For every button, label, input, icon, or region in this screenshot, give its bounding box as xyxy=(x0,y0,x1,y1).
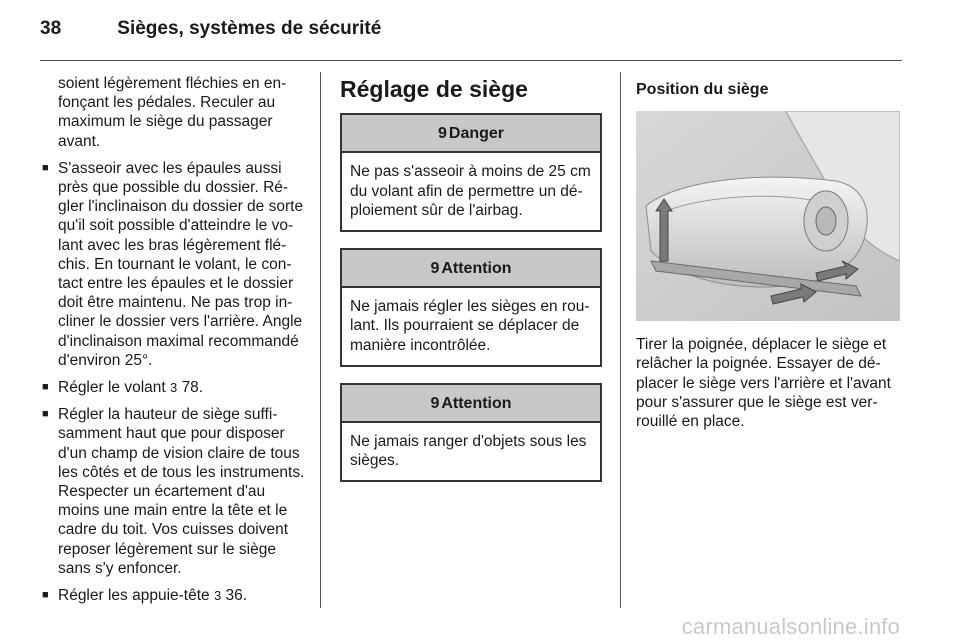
column-right xyxy=(636,74,902,431)
watermark: carmanualsonline.info xyxy=(681,614,900,639)
attention-box xyxy=(340,383,602,483)
page-number: 38 xyxy=(40,18,62,39)
column-divider-2 xyxy=(620,72,621,608)
list-item-text: S'asseoir avec les épaules aussi près que possible du dossier. Ré-gler l'inclinaison du dossier de sorte qu'il soit possible d'atteindre le vo-lant avec les bras légèrement flé-chis. En tournant le volant, le con-tact entre les épaules et le dossier doit être maintenu. Ne pas trop in-cliner le dossier vers l'arrière. Angle d'inclinaison maximal recommandé d'environ 25°. xyxy=(58,159,304,369)
list-item-text: Régler la hauteur de siège suffi-samment haut que pour disposer d'un champ de vision claire de tous les côtés et de tous les instruments. Respecter un écartement d'au moins une main entre la tête et le cadre du toit. Vos cuisses doivent reposer légèrement sur le siège sans s'y enfoncer. xyxy=(58,406,305,577)
box-text: Ne jamais ranger d'objets sous les sièges. xyxy=(350,433,587,470)
page-title: Sièges, systèmes de sécurité xyxy=(117,18,382,39)
bullet-icon: ■ xyxy=(42,589,49,602)
list-item-text: Régler les appuie-tête xyxy=(58,587,210,605)
bullet-icon: ■ xyxy=(42,408,49,421)
intro-paragraph: soient légèrement fléchies en en-fonçant les pédales. Reculer au maximum le siège du passager avant. xyxy=(58,75,287,150)
bullet-icon: ■ xyxy=(42,161,49,174)
column-middle xyxy=(340,74,602,498)
header-rule xyxy=(40,60,902,61)
page-header xyxy=(40,18,381,40)
section-title: Réglage de siège xyxy=(340,76,528,102)
box-label: Danger xyxy=(448,125,505,143)
box-text: Ne pas s'asseoir à moins de 25 cm du volant afin de permettre un dé-ploiement sûr de l'airbag. xyxy=(350,163,591,219)
bullet-icon: ■ xyxy=(42,381,49,394)
box-header xyxy=(342,385,600,423)
instruction-text: Tirer la poignée, déplacer le siège et relâcher la poignée. Essayer de dé-placer le siège vers l'arrière et l'avant pour s'assurer que le siège est ver-rouillé en place. xyxy=(636,336,891,431)
list-item-text: Régler le volant xyxy=(58,379,166,397)
box-text: Ne jamais régler les sièges en rou-lant. Ils pourraient se déplacer de manière incontrôlée. xyxy=(350,298,590,354)
list-item xyxy=(40,586,308,605)
warning-icon: 9 xyxy=(430,260,440,278)
column-left xyxy=(40,74,308,613)
attention-box xyxy=(340,248,602,367)
box-label: Attention xyxy=(441,260,512,278)
seat-illustration xyxy=(636,111,900,321)
bullet-list xyxy=(40,159,308,605)
page-ref-link[interactable]: 36. xyxy=(225,587,248,605)
box-header xyxy=(342,250,600,288)
page-ref-arrow-icon: 3 xyxy=(213,588,222,604)
list-item xyxy=(40,159,308,370)
danger-box xyxy=(340,113,602,232)
list-item xyxy=(40,405,308,578)
page-ref-link[interactable]: 78. xyxy=(181,379,204,397)
column-divider-1 xyxy=(320,72,321,608)
box-label: Attention xyxy=(441,394,512,412)
box-header xyxy=(342,115,600,153)
warning-icon: 9 xyxy=(430,394,440,412)
page-ref-arrow-icon: 3 xyxy=(170,380,178,396)
subsection-title: Position du siège xyxy=(636,81,769,98)
warning-icon: 9 xyxy=(437,125,447,143)
list-item xyxy=(40,378,308,397)
